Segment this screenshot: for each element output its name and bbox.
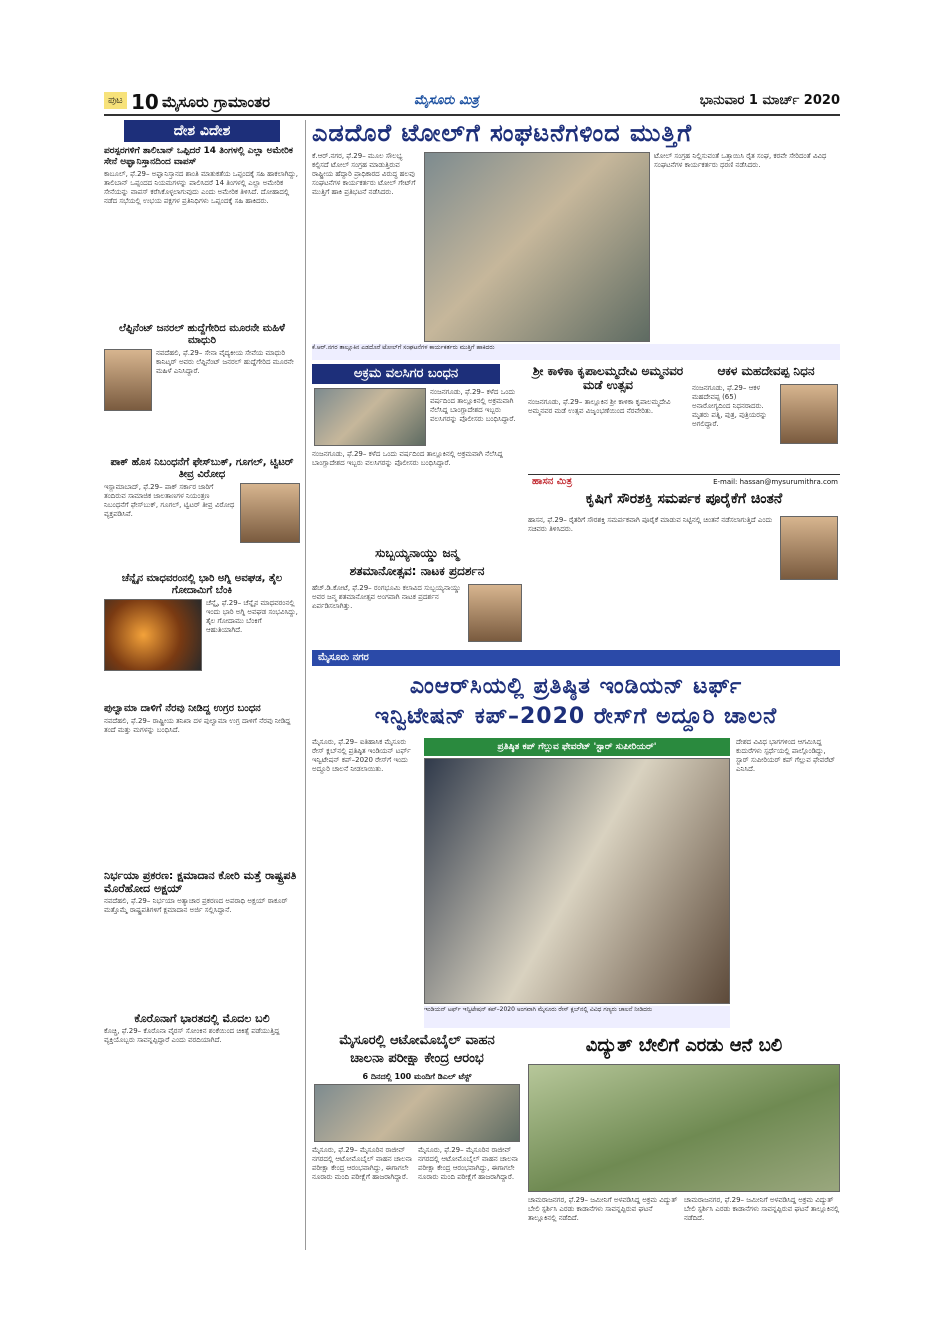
hassan-minister-photo [780,516,838,580]
arrest-body-a: ನಂಜನಗೂಡು, ಫೆ.29– ಕಳೆದ ಒಂದು ವರ್ಷದಿಂದ ತಾಲ್ಲೂಕಿನಲ್ಲಿ ಅಕ್ರಮವಾಗಿ ನೆಲೆಸಿದ್ದ ಬಾಂಗ್ಲಾದೇಶದ ಇಬ್ಬರು ವಲಸಿಗರನ್ನು ಪೊಲೀಸರು ಬಂಧಿಸಿದ್ದಾರೆ. [430,388,516,423]
city-photo-band: ಪ್ರತಿಷ್ಠಿತ ಕಪ್ ಗೆಲ್ಲುವ ಫೇವರೆಟ್ 'ಸ್ಟಾರ್ ಸುಪೀರಿಯರ್' [424,738,730,756]
city-headline-2: ಇನ್ವಿಟೇಷನ್ ಕಪ್–2020 ರೇಸ್‌ಗೆ ಅದ್ದೂರಿ ಚಾಲನೆ [374,704,778,729]
auto-body-b: ಮೈಸೂರು, ಫೆ.29– ಮೈಸೂರಿನ ರಾಜೀವ್ ನಗರದಲ್ಲಿ ಆಟೋಮೊಬೈಲ್ ವಾಹನ ಚಾಲನಾ ಪರೀಕ್ಷಾ ಕೇಂದ್ರ ಆರಂಭವಾಗಿದ್ದು, ಈಗಾಗಲೇ ನೂರಾರು ಮಂದಿ ಪರೀಕ್ಷೆಗೆ ಹಾಜರಾಗಿದ್ದಾರೆ. [418,1146,518,1181]
obituary-headline: ಆಕಳ ಮಹದೇವಪ್ಪ ನಿಧನ [717,364,815,378]
city-strip: ಮೈಸೂರು ನಗರ [312,650,840,666]
city-body-left: ಮೈಸೂರು, ಫೆ.29– ಐತಿಹಾಸಿಕ ಮೈಸೂರು ರೇಸ್ ಕ್ಲಬ್‌ನಲ್ಲಿ ಪ್ರತಿಷ್ಠಿತ ಇಂಡಿಯನ್ ಟರ್ಫ್ ಇನ್ವಿಟೇಷನ್ ಕಪ್–2020 ರೇಸ್‌ಗೆ ಇಂದು ಅದ್ದೂರಿ ಚಾಲನೆ ನೀಡಲಾಯಿತು. [312,738,411,773]
story-madhuri-headline: ಲೆಫ್ಟಿನೆಂಟ್ ಜನರಲ್ ಹುದ್ದೆಗೇರಿದ ಮೂರನೇ ಮಹಿಳೆ ಮಾಧುರಿ [119,323,285,346]
race-inauguration-photo [424,758,730,1004]
story-corona-body: ಕೊಚ್ಚಿ, ಫೆ.29– ಕೊರೊನಾ ವೈರಸ್ ಸೋಂಕಿನ ಶಂಕೆಯಿಂದ ಚಿಕಿತ್ಸೆ ಪಡೆಯುತ್ತಿದ್ದ ವ್ಯಕ್ತಿಯೊಬ್ಬರು ಸಾವನ್ನಪ್ಪಿದ್ದಾರೆ ಎಂದು ವರದಿಯಾಗಿದೆ. [104,1027,280,1044]
section-title: ಮೈಸೂರು ಗ್ರಾಮಾಂತರ [162,93,271,111]
city-caption: ಇಂಡಿಯನ್ ಟರ್ಫ್ ಇನ್ವಿಟೇಷನ್ ಕಪ್–2020 ಅಂಗವಾಗಿ ಮೈಸೂರು ರೇಸ್ ಕ್ಲಬ್‌ನಲ್ಲಿ ವಿವಿಧ ಗಣ್ಯರು ಚಾಲನೆ ನೀಡಿದರು [424,1006,730,1028]
story-pak-body: ಇಸ್ಲಾಮಾಬಾದ್, ಫೆ.29– ಪಾಕ್ ಸರ್ಕಾರ ಜಾರಿಗೆ ತಂದಿರುವ ಸಾಮಾಜಿಕ ಜಾಲತಾಣಗಳ ನಿಯಂತ್ರಣ ನಿಬಂಧನೆಗೆ ಫೇಸ್‌ಬುಕ್, ಗೂಗಲ್, ಟ್ವಿಟರ್ ತೀವ್ರ ವಿರೋಧ ವ್ಯಕ್ತಪಡಿಸಿವೆ. [104,483,235,518]
hassan-label: ಹಾಸನ ಮಿತ್ರ [532,476,573,487]
story-taliban-headline: ಪರಸ್ಪರಗಳಿಗೆ ತಾಲಿಬಾನ್ ಒಪ್ಪಿದರೆ 14 ತಿಂಗಳಲ್ಲಿ ಎಲ್ಲಾ ಅಮೇರಿಕ ಸೇನೆ ಅಫ್ಘಾನಿಸ್ತಾನದಿಂದ ವಾಪಸ್ [104,146,293,167]
obituary-body: ನಂಜನಗೂಡು, ಫೆ.29– ಆಕಳ ಮಹದೇವಪ್ಪ (65) ಅನಾರೋಗ್ಯದಿಂದ ನಿಧನರಾದರು. ಮೃತರು ಪತ್ನಿ, ಪುತ್ರ, ಪುತ್ರಿಯರನ್ನು ಅಗಲಿದ್ದಾರೆ. [692,384,768,428]
page-number: 10 [131,90,159,114]
madhuri-photo [104,349,152,411]
hassan-body: ಹಾಸನ, ಫೆ.29– ರೈತರಿಗೆ ಸೌರಶಕ್ತಿ ಸಮರ್ಪಕವಾಗಿ ಪೂರೈಕೆ ಮಾಡುವ ನಿಟ್ಟಿನಲ್ಲಿ ಚಿಂತನೆ ನಡೆಸಲಾಗುತ್ತಿದೆ ಎಂದು ಸಚಿವರು ತಿಳಿಸಿದರು. [528,516,773,533]
column-divider [305,120,306,1250]
story-madhuri-body: ನವದೆಹಲಿ, ಫೆ.29– ಸೇನಾ ವೈದ್ಯಕೀಯ ಸೇವೆಯ ಮಾಧುರಿ ಕಾನಿಟ್ಕರ್ ಅವರು ಲೆಫ್ಟಿನೆಂಟ್ ಜನರಲ್ ಹುದ್ದೆಗೇರಿದ ಮೂರನೇ ಮಹಿಳೆ ಎನಿಸಿದ್ದಾರೆ. [156,349,294,375]
issue-date: ಭಾನುವಾರ 1 ಮಾರ್ಚ್ 2020 [699,93,840,108]
story-fire-headline: ಚೆನ್ನೈನ ಮಾಧವರಂನಲ್ಲಿ ಭಾರಿ ಅಗ್ನಿ ಅವಘಡ, ತೈಲ ಗೋದಾಮಿಗೆ ಬೆಂಕಿ [121,573,283,596]
world-news-box-title: ದೇಶ ವಿದೇಶ [124,120,280,142]
hassan-email: E-mail: hassan@mysurumithra.com [713,478,838,486]
lead-protest-photo [424,152,650,342]
subbaiah-photo [468,584,522,642]
arrest-photo [314,388,426,446]
dead-elephants-photo [528,1064,840,1192]
hassan-headline: ಕೃಷಿಗೆ ಸೌರಶಕ್ತಿ ಸಮರ್ಪಕ ಪೂರೈಕೆಗೆ ಚಿಂತನೆ [585,491,783,507]
lead-body-right: ಟೋಲ್ ಸಂಗ್ರಹ ನಿಲ್ಲಿಸುವಂತೆ ಒತ್ತಾಯಿಸಿ ರೈತ ಸಂಘ, ಕರವೇ ಸೇರಿದಂತೆ ವಿವಿಧ ಸಂಘಟನೆಗಳ ಕಾರ್ಯಕರ್ತರು ಧರಣಿ ನಡೆಸಿದರು. [654,152,827,169]
arrest-headline: ಅಕ್ರಮ ವಲಸಿಗರ ಬಂಧನ [312,364,500,384]
subbaiah-headline-2: ಶತಮಾನೋತ್ಸವ: ನಾಟಕ ಪ್ರದರ್ಶನ [349,564,485,578]
story-nirbhaya-body: ನವದೆಹಲಿ, ಫೆ.29– ನಿರ್ಭಯಾ ಅತ್ಯಾಚಾರ ಪ್ರಕರಣದ ಅಪರಾಧಿ ಅಕ್ಷಯ್ ಠಾಕೂರ್ ಮತ್ತೊಮ್ಮೆ ರಾಷ್ಟ್ರಪತಿಗಳಿಗೆ ಕ್ಷಮಾದಾನ ಅರ್ಜಿ ಸಲ್ಲಿಸಿದ್ದಾನೆ. [104,897,288,914]
temple-headline: ಶ್ರೀ ಕಾಳಿಕಾ ಕೃಪಾಲಮ್ಮದೇವಿ ಅಮ್ಮನವರ ಮಡೆ ಉತ್ಸವ [532,364,684,392]
city-body-right: ದೇಶದ ವಿವಿಧ ಭಾಗಗಳಿಂದ ಆಗಮಿಸಿದ್ದ ಕುದುರೆಗಳು ಸ್ಪರ್ಧೆಯಲ್ಲಿ ಪಾಲ್ಗೊಂಡಿದ್ದು, ಸ್ಟಾರ್ ಸುಪೀರಿಯರ್ ಕಪ್ ಗೆಲ್ಲುವ ಫೇವರೆಟ್ ಎನಿಸಿದೆ. [736,738,836,773]
masthead-logo: ಮೈಸೂರು ಮಿತ್ರ [414,93,479,108]
temple-body: ನಂಜನಗೂಡು, ಫೆ.29– ತಾಲ್ಲೂಕಿನ ಶ್ರೀ ಕಾಳಿಕಾ ಕೃಪಾಲಮ್ಮದೇವಿ ಅಮ್ಮನವರ ಮಡೆ ಉತ್ಸವ ವಿಜೃಂಭಣೆಯಿಂದ ನೆರವೇರಿತು. [528,398,671,415]
story-pak-headline: ಪಾಕ್ ಹೊಸ ನಿಬಂಧನೆಗೆ ಫೇಸ್‌ಬುಕ್, ಗೂಗಲ್, ಟ್ವಿಟರ್ ತೀವ್ರ ವಿರೋಧ [110,457,294,480]
page-header [104,90,840,116]
lead-headline: ಎಡದೊರೆ ಟೋಲ್‌ಗೆ ಸಂಘಟನೆಗಳಿಂದ ಮುತ್ತಿಗೆ [312,119,693,147]
elephant-body-a: ಚಾಮರಾಜನಗರ, ಫೆ.29– ಜಮೀನಿಗೆ ಅಳವಡಿಸಿದ್ದ ಅಕ್ರಮ ವಿದ್ಯುತ್ ಬೇಲಿ ಸ್ಪರ್ಶಿಸಿ ಎರಡು ಕಾಡಾನೆಗಳು ಸಾವನ್ನಪ್ಪಿರುವ ಘಟನೆ ತಾಲ್ಲೂಕಿನಲ್ಲಿ ನಡೆದಿದೆ. [528,1196,678,1222]
arrest-body-b: ನಂಜನಗೂಡು, ಫೆ.29– ಕಳೆದ ಒಂದು ವರ್ಷದಿಂದ ತಾಲ್ಲೂಕಿನಲ್ಲಿ ಅಕ್ರಮವಾಗಿ ನೆಲೆಸಿದ್ದ ಬಾಂಗ್ಲಾದೇಶದ ಇಬ್ಬರು ವಲಸಿಗರನ್ನು ಪೊಲೀಸರು ಬಂಧಿಸಿದ್ದಾರೆ. [312,450,503,467]
auto-body-a: ಮೈಸೂರು, ಫೆ.29– ಮೈಸೂರಿನ ರಾಜೀವ್ ನಗರದಲ್ಲಿ ಆಟೋಮೊಬೈಲ್ ವಾಹನ ಚಾಲನಾ ಪರೀಕ್ಷಾ ಕೇಂದ್ರ ಆರಂಭವಾಗಿದ್ದು, ಈಗಾಗಲೇ ನೂರಾರು ಮಂದಿ ಪರೀಕ್ಷೆಗೆ ಹಾಜರಾಗಿದ್ದಾರೆ. [312,1146,412,1181]
obituary-photo [780,384,838,444]
subbaiah-body: ಹೆಚ್.ಡಿ.ಕೋಟೆ, ಫೆ.29– ರಂಗಭೂಮಿ ಕಲಾವಿದ ಸುಬ್ಬಯ್ಯನಾಯ್ಡು ಅವರ ಜನ್ಮ ಶತಮಾನೋತ್ಸವ ಅಂಗವಾಗಿ ನಾಟಕ ಪ್ರದರ್ಶನ ಏರ್ಪಡಿಸಲಾಗಿತ್ತು. [312,584,461,610]
story-pulwama-headline: ಪುಲ್ವಾಮಾ ದಾಳಿಗೆ ನೆರವು ನೀಡಿದ್ದ ಉಗ್ರರ ಬಂಧನ [104,703,261,714]
subbaiah-headline-1: ಸುಬ್ಬಯ್ಯನಾಯ್ಡು ಜನ್ಮ [375,546,459,560]
fire-photo [104,599,202,671]
imran-khan-photo [240,483,300,543]
hassan-mitra-bar [528,474,840,490]
auto-subhead: 6 ದಿನದಲ್ಲಿ 100 ಮಂದಿಗೆ ಡಿಎಲ್ ಟೆಸ್ಟ್ [362,1072,472,1081]
story-fire-body: ಚೆನ್ನೈ, ಫೆ.29– ಚೆನ್ನೈನ ಮಾಧವರಂನಲ್ಲಿ ಇಂದು ಭಾರಿ ಅಗ್ನಿ ಅವಘಡ ಸಂಭವಿಸಿದ್ದು, ತೈಲ ಗೋದಾಮು ಬೆಂಕಿಗೆ ಆಹುತಿಯಾಗಿದೆ. [206,599,298,634]
auto-headline-2: ಚಾಲನಾ ಪರೀಕ್ಷಾ ಕೇಂದ್ರ ಆರಂಭ [350,1051,484,1066]
page-label: ಪುಟ [104,92,127,109]
auto-headline-1: ಮೈಸೂರಲ್ಲಿ ಆಟೋಮೊಬೈಲ್ ವಾಹನ [339,1033,495,1048]
driving-test-photo [314,1084,520,1142]
left-column [104,120,300,1250]
lead-body-left: ಕೆ.ಆರ್.ನಗರ, ಫೆ.29– ಮೂಲ ಸೌಲಭ್ಯ ಕಲ್ಪಿಸದೆ ಟೋಲ್ ಸಂಗ್ರಹ ಮಾಡುತ್ತಿರುವ ರಾಷ್ಟ್ರೀಯ ಹೆದ್ದಾರಿ ಪ್ರಾಧಿಕಾರದ ವಿರುದ್ಧ ಹಲವು ಸಂಘಟನೆಗಳ ಕಾರ್ಯಕರ್ತರು ಟೋಲ್ ಗೇಟ್‌ಗೆ ಮುತ್ತಿಗೆ ಹಾಕಿ ಪ್ರತಿಭಟನೆ ನಡೆಸಿದರು. [312,152,416,196]
story-corona-headline: ಕೊರೊನಾಗೆ ಭಾರತದಲ್ಲಿ ಮೊದಲ ಬಲಿ [134,1012,270,1025]
story-pulwama-body: ನವದೆಹಲಿ, ಫೆ.29– ರಾಷ್ಟ್ರೀಯ ತನಿಖಾ ದಳ ಪುಲ್ವಾಮಾ ಉಗ್ರ ದಾಳಿಗೆ ನೆರವು ನೀಡಿದ್ದ ತಂದೆ ಮತ್ತು ಮಗಳನ್ನು ಬಂಧಿಸಿದೆ. [104,717,291,734]
story-taliban-body: ಕಾಬೂಲ್, ಫೆ.29– ಅಫ್ಘಾನಿಸ್ತಾನದ ಶಾಂತಿ ಮಾತುಕತೆಯ ಒಪ್ಪಂದಕ್ಕೆ ಸಹಿ ಹಾಕಲಾಗಿದ್ದು, ತಾಲಿಬಾನ್ ಒಪ್ಪಂದದ ನಿಯಮಗಳನ್ನು ಪಾಲಿಸಿದರೆ 14 ತಿಂಗಳಲ್ಲಿ ಎಲ್ಲಾ ಅಮೇರಿಕ ಸೇನೆಯನ್ನು ವಾಪಸ್ ಕರೆಸಿಕೊಳ್ಳಲಾಗುವುದು ಎಂದು ಅಮೇರಿಕ ತಿಳಿಸಿದೆ. ದೋಹಾದಲ್ಲಿ ನಡೆದ ಸಭೆಯಲ್ಲಿ ಉಭಯ ಪಕ್ಷಗಳ ಪ್ರತಿನಿಧಿಗಳು ಒಪ್ಪಂದಕ್ಕೆ ಸಹಿ ಹಾಕಿದರು. [104,170,299,205]
elephant-headline: ವಿದ್ಯುತ್ ಬೇಲಿಗೆ ಎರಡು ಆನೆ ಬಲಿ [585,1035,783,1056]
city-headline-1: ಎಂಆರ್‌ಸಿಯಲ್ಲಿ ಪ್ರತಿಷ್ಠಿತ ಇಂಡಿಯನ್ ಟರ್ಫ್ [409,674,743,699]
lead-caption: ಕೆ.ಆರ್.ನಗರ ತಾಲ್ಲೂಕಿನ ಎಡದೊರೆ ಟೋಲ್‌ಗೆ ಸಂಘಟನೆಗಳ ಕಾರ್ಯಕರ್ತರು ಮುತ್ತಿಗೆ ಹಾಕಿದರು [312,344,840,360]
story-nirbhaya-headline: ನಿರ್ಭಯಾ ಪ್ರಕರಣ: ಕ್ಷಮಾದಾನ ಕೋರಿ ಮತ್ತೆ ರಾಷ್ಟ್ರಪತಿ ಮೊರೆಹೋದ ಅಕ್ಷಯ್ [104,869,297,895]
elephant-body-b: ಚಾಮರಾಜನಗರ, ಫೆ.29– ಜಮೀನಿಗೆ ಅಳವಡಿಸಿದ್ದ ಅಕ್ರಮ ವಿದ್ಯುತ್ ಬೇಲಿ ಸ್ಪರ್ಶಿಸಿ ಎರಡು ಕಾಡಾನೆಗಳು ಸಾವನ್ನಪ್ಪಿರುವ ಘಟನೆ ತಾಲ್ಲೂಕಿನಲ್ಲಿ ನಡೆದಿದೆ. [684,1196,840,1222]
